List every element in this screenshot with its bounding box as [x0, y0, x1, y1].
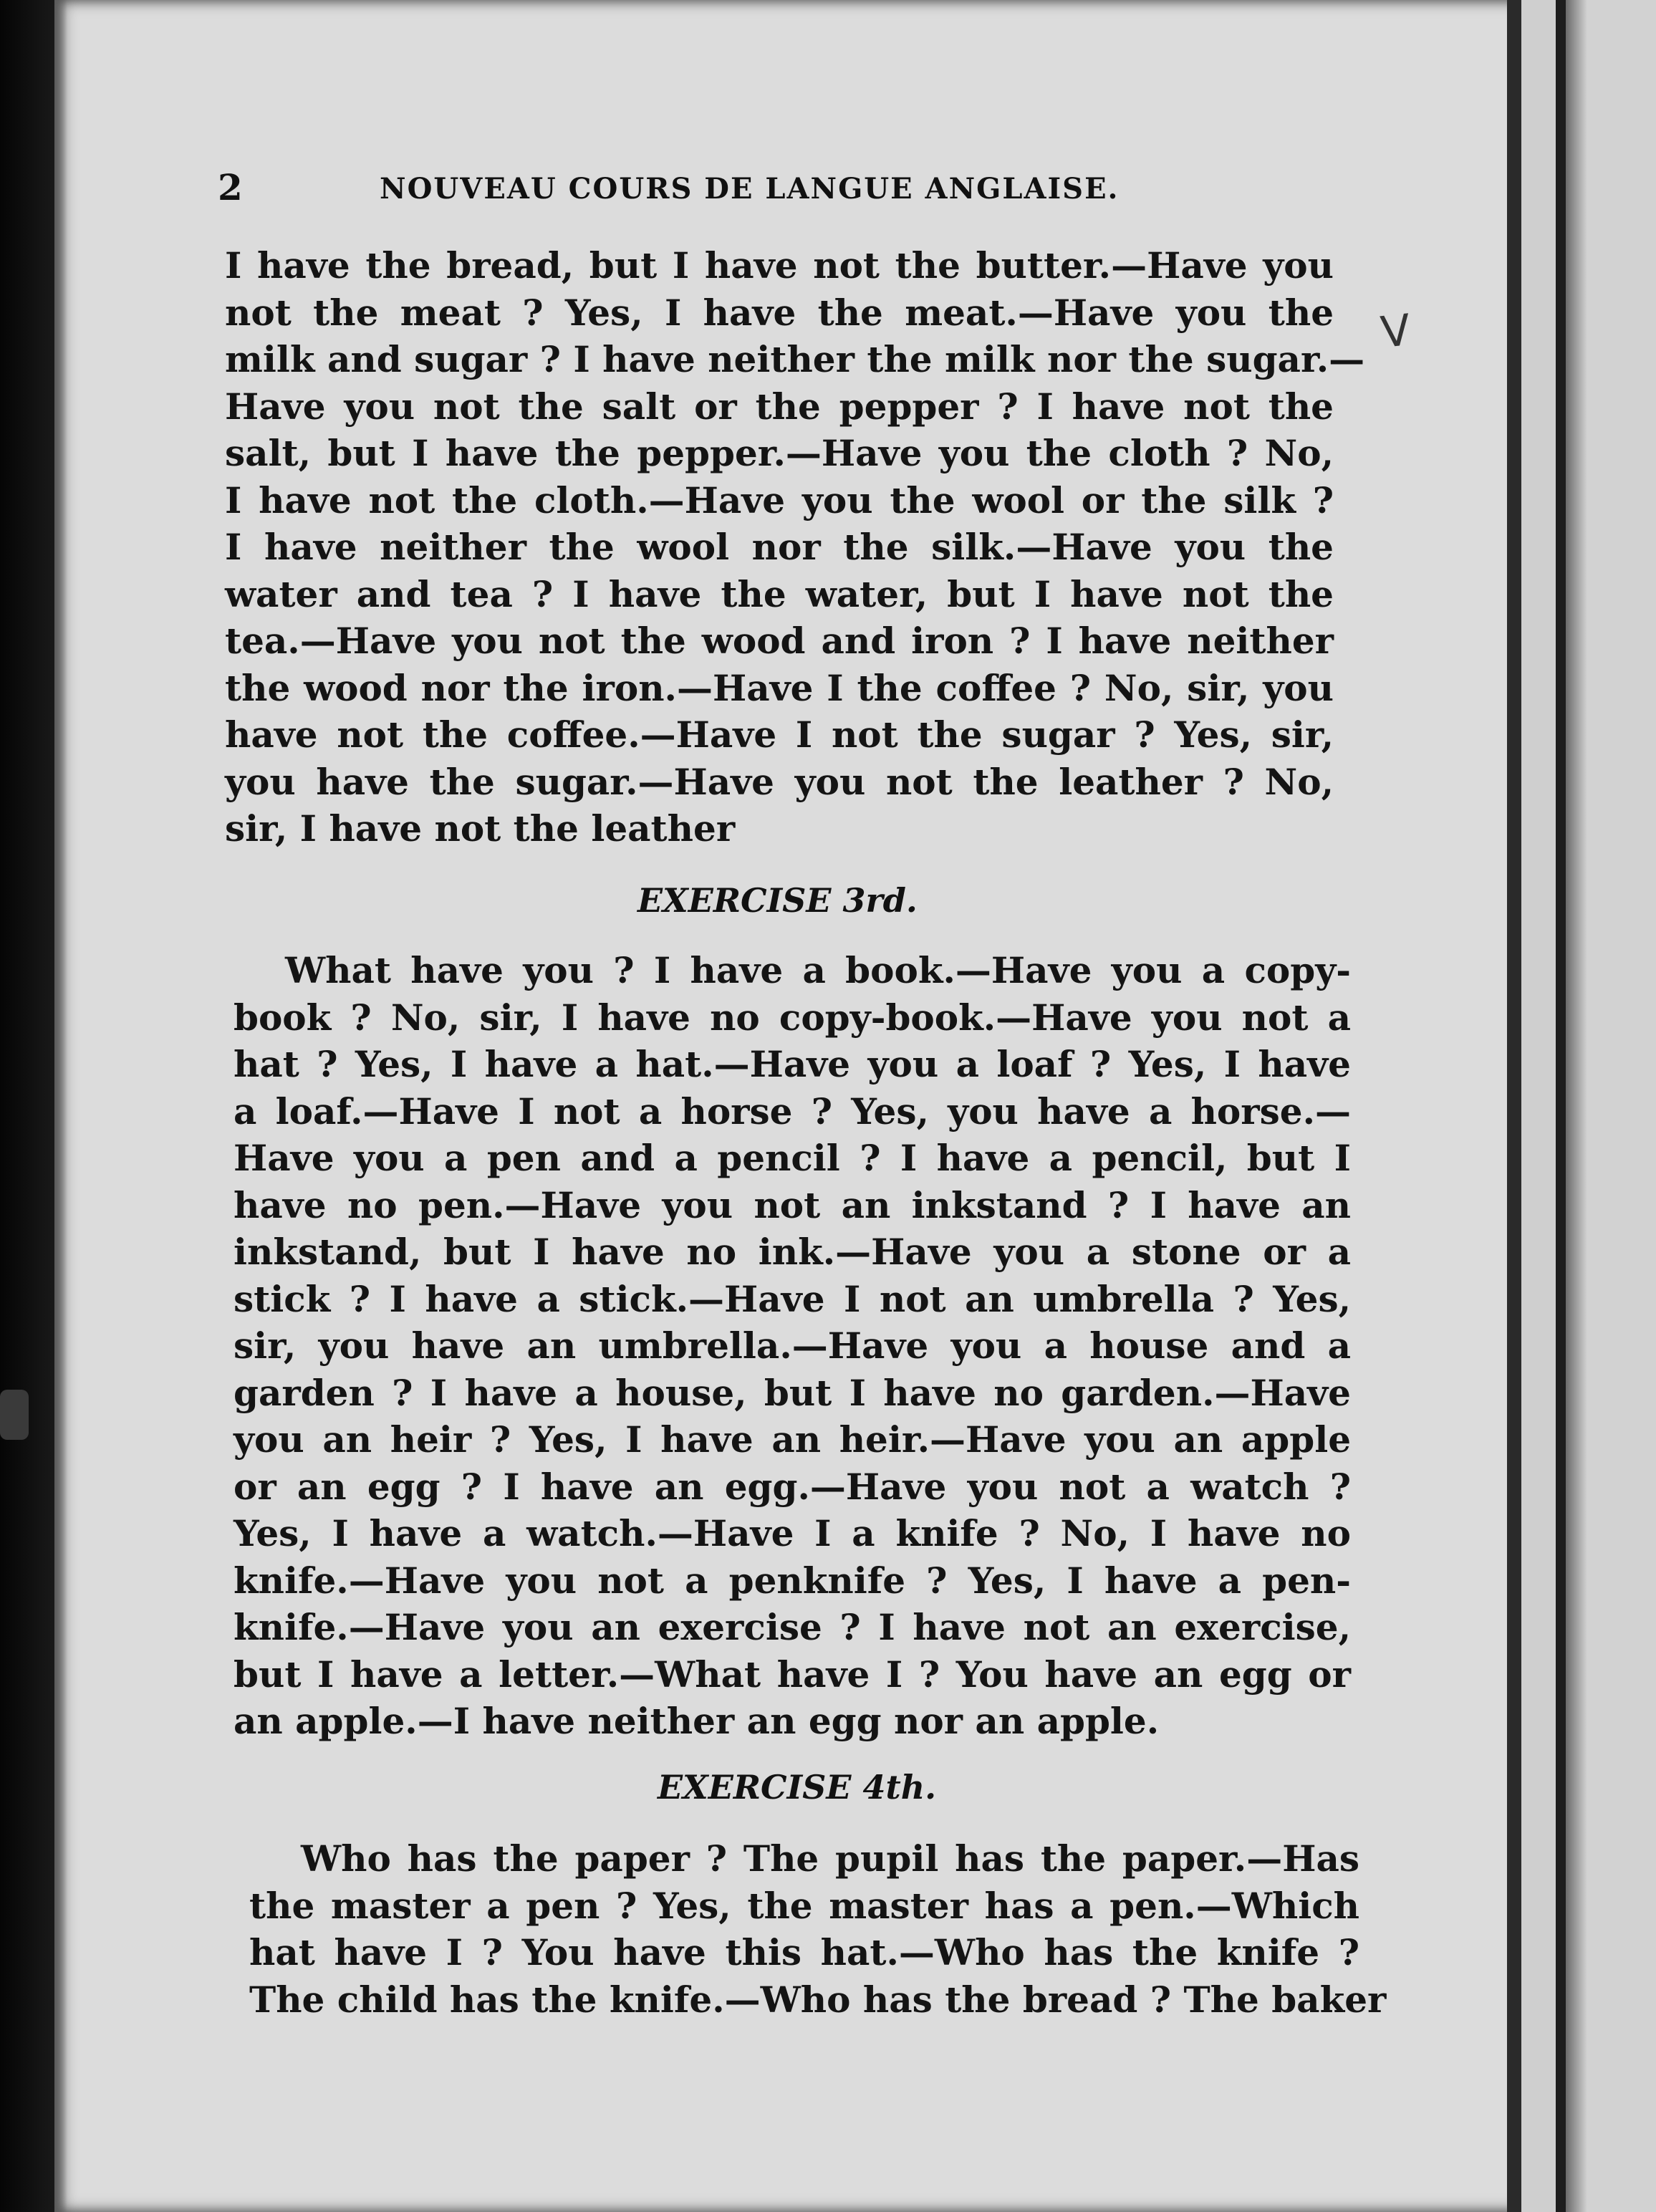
- text-line: book ? No, sir, I have no copy-book.—Have you not a: [234, 996, 1351, 1039]
- text-line: you have the sugar.—Have you not the leather ? No,: [225, 760, 1334, 803]
- paragraph-exercise-3: [234, 947, 1351, 1745]
- binding-edge: [1556, 0, 1566, 2212]
- text-line: stick ? I have a stick.—Have I not an umbrella ? Yes,: [234, 1277, 1351, 1320]
- text-line: the master a pen ? Yes, the master has a pen.—Which: [249, 1884, 1359, 1927]
- text-line: you an heir ? Yes, I have an heir.—Have you an apple: [234, 1418, 1351, 1461]
- text-line: salt, but I have the pepper.—Have you the cloth ? No,: [225, 432, 1334, 474]
- scan-smudge: [0, 1390, 29, 1440]
- text-line: knife.—Have you an exercise ? I have not an exercise,: [234, 1606, 1351, 1648]
- text-line: a loaf.—Have I not a horse ? Yes, you have a horse.—: [234, 1090, 1351, 1133]
- text-line: I have neither the wool nor the silk.—Have you the: [225, 526, 1334, 568]
- running-header: [218, 166, 1221, 216]
- text-line: have not the coffee.—Have I not the sugar ? Yes, sir,: [225, 713, 1334, 756]
- text-line: the wood nor the iron.—Have I the coffee ? No, sir, you: [225, 666, 1334, 709]
- text-line: Have you a pen and a pencil ? I have a pencil, but I: [234, 1137, 1351, 1179]
- text-line: but I have a letter.—What have I ? You have an egg or: [234, 1653, 1351, 1696]
- binding-gutter: [1507, 0, 1521, 2212]
- page-header-title: NOUVEAU COURS DE LANGUE ANGLAISE.: [380, 172, 1120, 206]
- text-line: not the meat ? Yes, I have the meat.—Have you the: [225, 291, 1334, 334]
- page-edge-shadow: [54, 0, 67, 2212]
- exercise-4-heading: EXERCISE 4th.: [658, 1768, 937, 1807]
- text-line: milk and sugar ? I have neither the milk nor the sugar.—: [225, 338, 1365, 380]
- text-line: I have not the cloth.—Have you the wool or the silk ?: [225, 479, 1334, 521]
- text-line: The child has the knife.—Who has the bread ? The baker: [249, 1978, 1387, 2021]
- exercise-3-heading: EXERCISE 3rd.: [637, 881, 918, 920]
- text-line: sir, you have an umbrella.—Have you a house and a: [234, 1324, 1351, 1367]
- text-line: Yes, I have a watch.—Have I a knife ? No, I have no: [234, 1512, 1351, 1554]
- handwritten-check-mark: V: [1378, 305, 1413, 358]
- text-line: or an egg ? I have an egg.—Have you not a watch ?: [234, 1465, 1351, 1508]
- text-line: Have you not the salt or the pepper ? I have not the: [225, 385, 1334, 428]
- page-number: 2: [218, 166, 243, 208]
- text-line: What have you ? I have a book.—Have you a copy-: [285, 949, 1351, 991]
- text-line: Who has the paper ? The pupil has the paper.—Has: [301, 1837, 1359, 1880]
- paragraph-exercise-4: [249, 1835, 1387, 2023]
- text-line: an apple.—I have neither an egg nor an apple.: [234, 1700, 1160, 1742]
- binding-strip: [1521, 0, 1556, 2212]
- text-line: hat ? Yes, I have a hat.—Have you a loaf ? Yes, I have: [234, 1043, 1351, 1085]
- text-line: garden ? I have a house, but I have no garden.—Have: [234, 1371, 1351, 1414]
- text-line: inkstand, but I have no ink.—Have you a stone or a: [234, 1231, 1351, 1273]
- text-line: hat have I ? You have this hat.—Who has the knife ?: [249, 1931, 1359, 1973]
- text-line: tea.—Have you not the wood and iron ? I have neither: [225, 620, 1334, 662]
- facing-page-shadow: [1566, 0, 1587, 2212]
- text-line: have no pen.—Have you not an inkstand ? I have an: [234, 1183, 1351, 1226]
- text-line: knife.—Have you not a penknife ? Yes, I have a pen-: [234, 1559, 1351, 1602]
- scan-left-border: [0, 0, 57, 2212]
- text-line: water and tea ? I have the water, but I have not the: [225, 572, 1334, 615]
- text-line: sir, I have not the leather: [225, 807, 736, 850]
- text-line: I have the bread, but I have not the butter.—Have you: [225, 244, 1334, 287]
- paragraph-exercise-2-continued: [225, 242, 1365, 852]
